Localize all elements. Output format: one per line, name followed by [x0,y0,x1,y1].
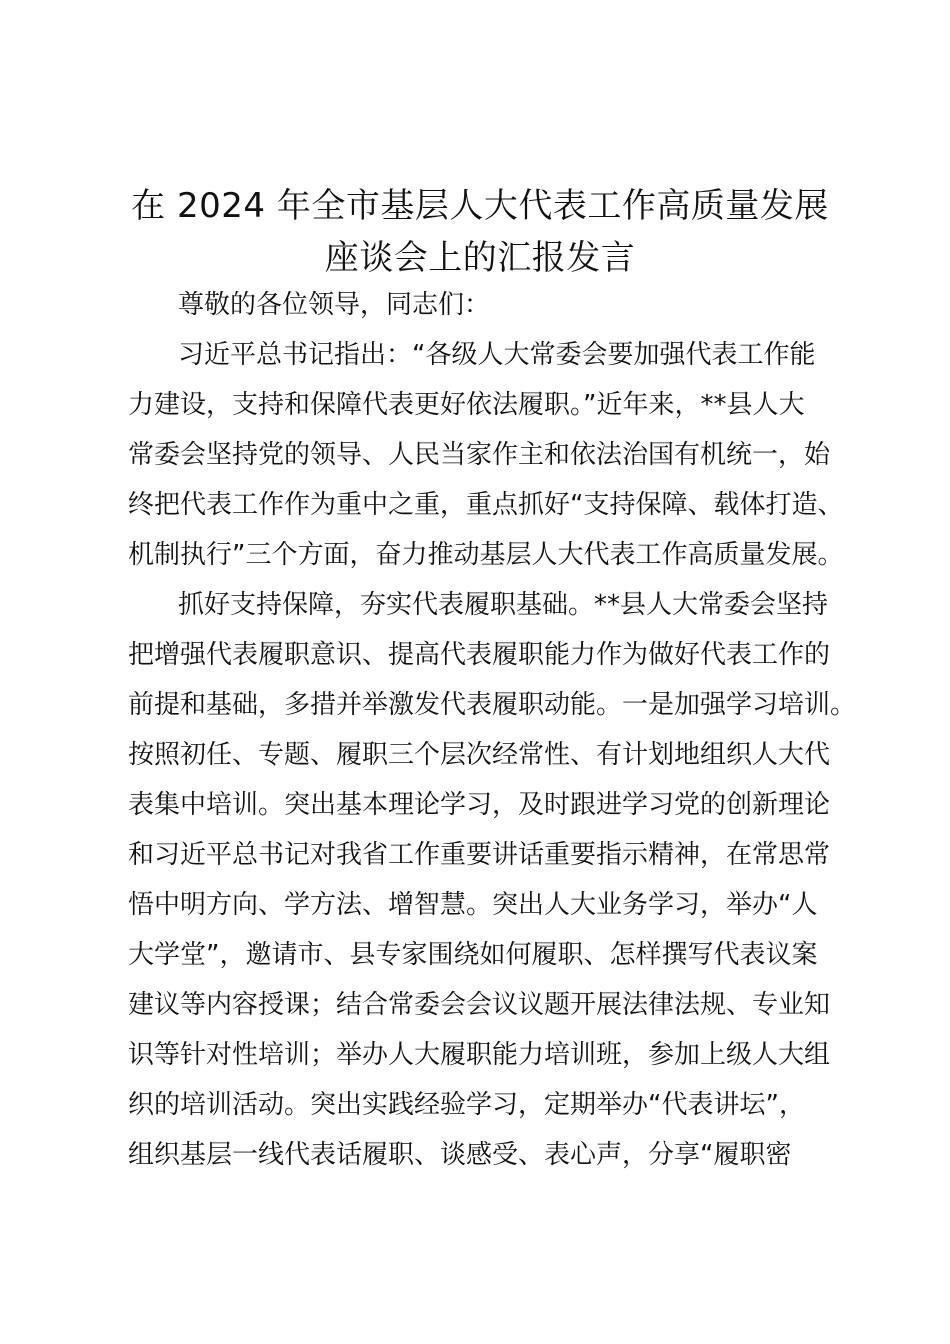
paragraph-2-line-11: 织的培训活动。突出实践经验学习，定期举办“代表讲坛”， [128,1090,805,1120]
document-title-line-1: 在 2024 年全市基层人大代表工作高质量发展 [131,186,829,226]
paragraph-2-line-2: 把增强代表履职意识、提高代表履职能力作为做好代表工作的 [128,640,831,670]
paragraph-1-line-1: 习近平总书记指出：“各级人大常委会要加强代表工作能 [178,340,816,370]
paragraph-2-line-6: 和习近平总书记对我省工作重要讲话重要指示精神，在常思常 [128,840,831,870]
paragraph-2-line-3: 前提和基础，多措并举激发代表履职动能。一是加强学习培训。 [128,690,857,720]
paragraph-2-line-8: 大学堂”，邀请市、县专家围绕如何履职、怎样撰写代表议案 [128,940,818,970]
paragraph-1-line-2: 力建设，支持和保障代表更好依法履职。”近年来，**县人大 [128,390,805,420]
paragraph-2-line-4: 按照初任、专题、履职三个层次经常性、有计划地组织人大代 [128,740,831,770]
paragraph-2-line-12: 组织基层一线代表话履职、谈感受、表心声，分享“履职密 [128,1140,792,1170]
document-title-line-2: 座谈会上的汇报发言 [324,238,636,278]
paragraph-2-line-7: 悟中明方向、学方法、增智慧。突出人大业务学习，举办“人 [128,890,818,920]
paragraph-2-line-5: 表集中培训。突出基本理论学习，及时跟进学习党的创新理论 [128,790,831,820]
salutation-line: 尊敬的各位领导，同志们： [178,290,491,320]
paragraph-2-line-9: 建议等内容授课；结合常委会会议议题开展法律法规、专业知 [128,990,831,1020]
paragraph-1-line-3: 常委会坚持党的领导、人民当家作主和依法治国有机统一，始 [128,440,831,470]
paragraph-2-line-1: 抓好支持保障，夯实代表履职基础。**县人大常委会坚持 [178,590,829,620]
paragraph-1-line-5: 机制执行”三个方面，奋力推动基层人大代表工作高质量发展。 [128,540,844,570]
paragraph-1-line-4: 终把代表工作作为重中之重，重点抓好“支持保障、载体打造、 [128,490,844,520]
paragraph-2-line-10: 识等针对性培训；举办人大履职能力培训班，参加上级人大组 [128,1040,831,1070]
